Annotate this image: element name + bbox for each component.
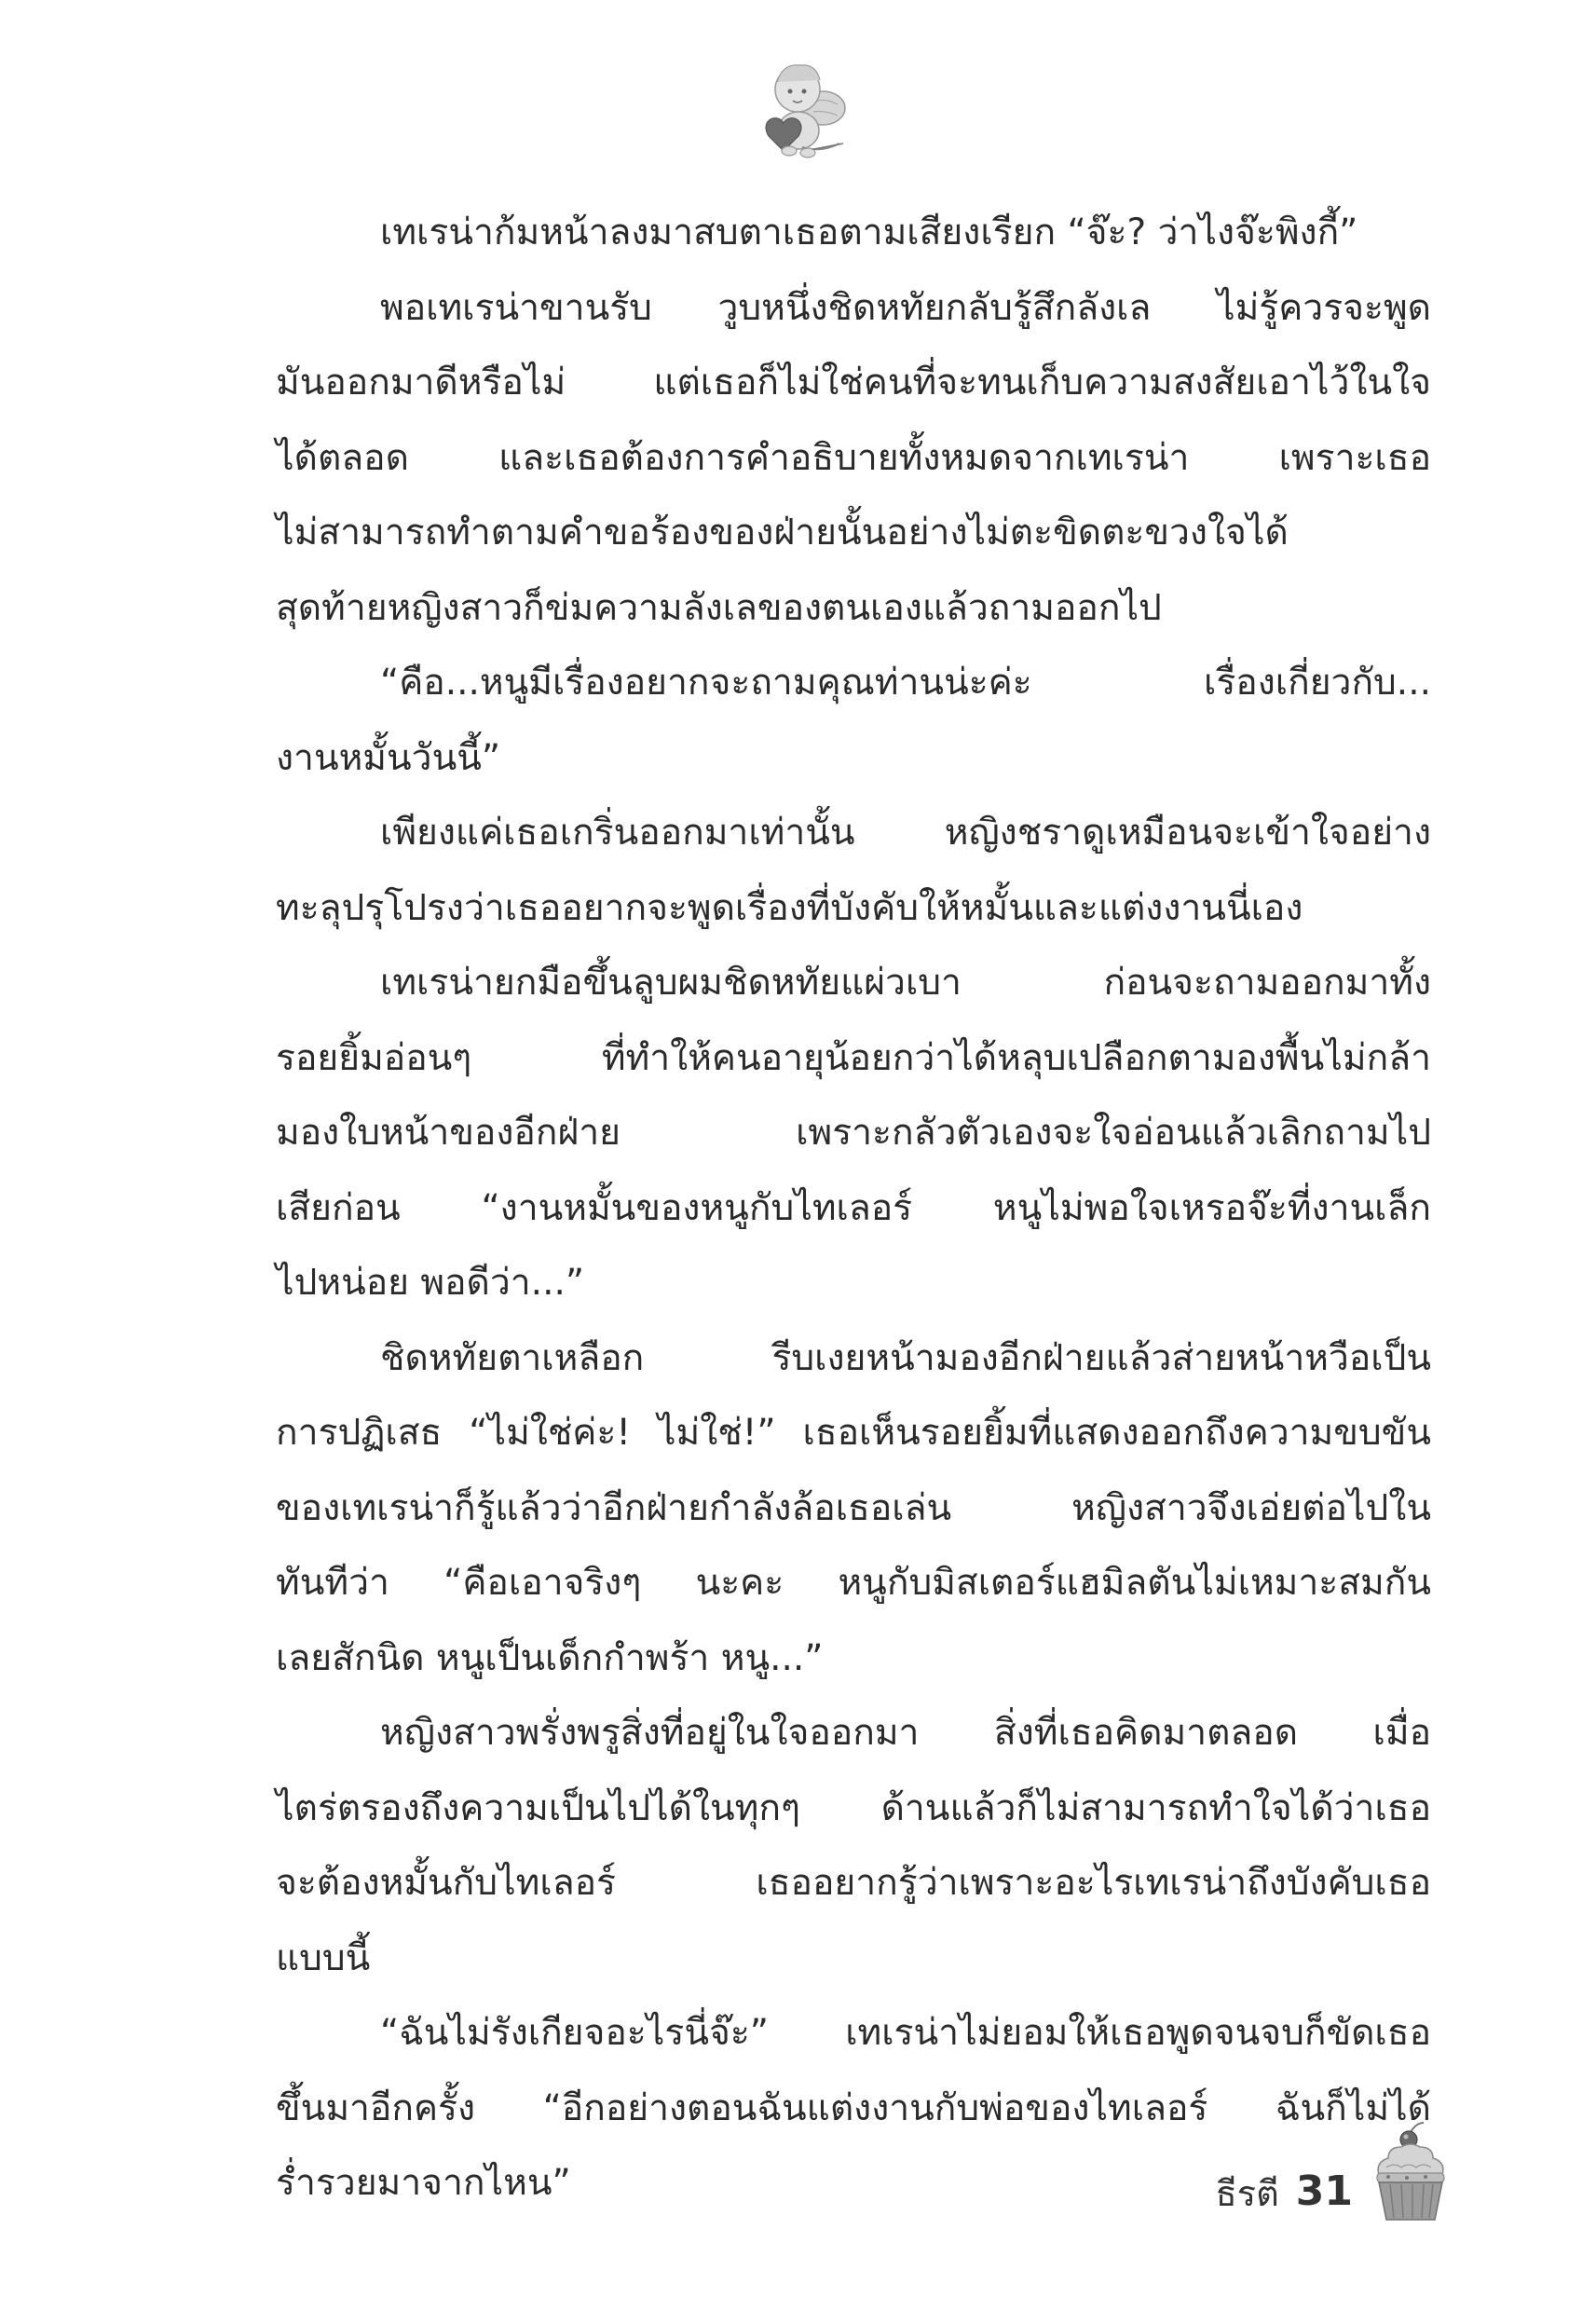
- text-line: เสียก่อน “งานหมั้นของหนูกับไทเลอร์ หนูไม่พอใจเหรอจ๊ะที่งานเล็ก: [276, 1186, 1431, 1229]
- text-line: การปฏิเสธ “ไม่ใช่ค่ะ! ไม่ใช่!” เธอเห็นรอยยิ้มที่แสดงออกถึงความขบขัน: [276, 1412, 1431, 1454]
- text-line: ของเทเรน่าก็รู้แล้วว่าอีกฝ่ายกำลังล้อเธอเล่น หญิงสาวจึงเอ่ยต่อไปใน: [276, 1486, 1431, 1529]
- text-line: มันออกมาดีหรือไม่ แต่เธอก็ไม่ใช่คนที่จะทนเก็บความสงสัยเอาไว้ในใจ: [276, 362, 1431, 403]
- text-line: ไตร่ตรองถึงความเป็นไปได้ในทุกๆ ด้านแล้วก็ไม่สามารถทำใจได้ว่าเธอ: [276, 1786, 1431, 1829]
- text-line: หญิงสาวพรั่งพรูสิ่งที่อยู่ในใจออกมา สิ่งที่เธอคิดมาตลอด เมื่อ: [380, 1712, 1431, 1754]
- cupid-cherub-with-heart-icon: [746, 54, 849, 164]
- text-line: ชิดหทัยตาเหลือก รีบเงยหน้ามองอีกฝ่ายแล้วส่ายหน้าหวือเป็น: [380, 1336, 1431, 1379]
- text-line: งานหมั้นวันนี้”: [276, 736, 501, 779]
- text-line: “คือ...หนูมีเรื่องอยากจะถามคุณท่านน่ะค่ะ เรื่องเกี่ยวกับ...: [380, 662, 1431, 704]
- text-line: “ฉันไม่รังเกียจอะไรนี่จ๊ะ” เทเรน่าไม่ยอมให้เธอพูดจนจบก็ขัดเธอ: [380, 2012, 1431, 2054]
- text-line: มองใบหน้าของอีกฝ่าย เพราะกลัวตัวเองจะใจอ่อนแล้วเลิกถามไป: [276, 1112, 1431, 1154]
- text-line: ทันทีว่า “คือเอาจริงๆ นะคะ หนูกับมิสเตอร์แฮมิลตันไม่เหมาะสมกัน: [276, 1562, 1431, 1604]
- author-name: ธีรตี: [1215, 2173, 1279, 2214]
- text-line: พอเทเรน่าขานรับ วูบหนึ่งชิดหทัยกลับรู้สึกลังเล ไม่รู้ควรจะพูด: [380, 286, 1431, 329]
- text-line: สุดท้ายหญิงสาวก็ข่มความลังเลของตนเองแล้วถามออกไป: [276, 586, 1162, 629]
- text-line: ไม่สามารถทำตามคำขอร้องของฝ่ายนั้นอย่างไม่ตะขิดตะขวงใจได้: [276, 512, 1289, 554]
- body-text: [276, 196, 1431, 2222]
- text-line: เลยสักนิด หนูเป็นเด็กกำพร้า หนู...”: [276, 1636, 824, 1679]
- text-line: แบบนี้: [276, 1936, 371, 1979]
- text-line: ได้ตลอด และเธอต้องการคำอธิบายทั้งหมดจากเทเรน่า เพราะเธอ: [276, 436, 1431, 479]
- page-number: 31: [1295, 2167, 1353, 2215]
- text-line: เทเรน่าก้มหน้าลงมาสบตาเธอตามเสียงเรียก “จ๊ะ? ว่าไงจ๊ะพิงกี้”: [380, 212, 1358, 253]
- text-line: ไปหน่อย พอดีว่า...”: [276, 1262, 585, 1304]
- page-footer: [1215, 2121, 1452, 2225]
- text-line: เทเรน่ายกมือขึ้นลูบผมชิดหทัยแผ่วเบา ก่อนจะถามออกมาทั้ง: [380, 962, 1431, 1004]
- cupcake-icon: [1370, 2121, 1452, 2225]
- text-line: ร่ำรวยมาจากไหน”: [276, 2162, 571, 2204]
- text-line: จะต้องหมั้นกับไทเลอร์ เธออยากรู้ว่าเพราะอะไรเทเรน่าถึงบังคับเธอ: [276, 1862, 1431, 1904]
- text-line: เพียงแค่เธอเกริ่นออกมาเท่านั้น หญิงชราดูเหมือนจะเข้าใจอย่าง: [380, 812, 1431, 854]
- text-line: ทะลุปรุโปรงว่าเธออยากจะพูดเรื่องที่บังคับให้หมั้นและแต่งงานนี่เอง: [276, 886, 1303, 929]
- text-line: รอยยิ้มอ่อนๆ ที่ทำให้คนอายุน้อยกว่าได้หลุบเปลือกตามองพื้นไม่กล้า: [276, 1036, 1431, 1079]
- text-line: ขึ้นมาอีกครั้ง “อีกอย่างตอนฉันแต่งงานกับพ่อของไทเลอร์ ฉันก็ไม่ได้: [276, 2086, 1431, 2129]
